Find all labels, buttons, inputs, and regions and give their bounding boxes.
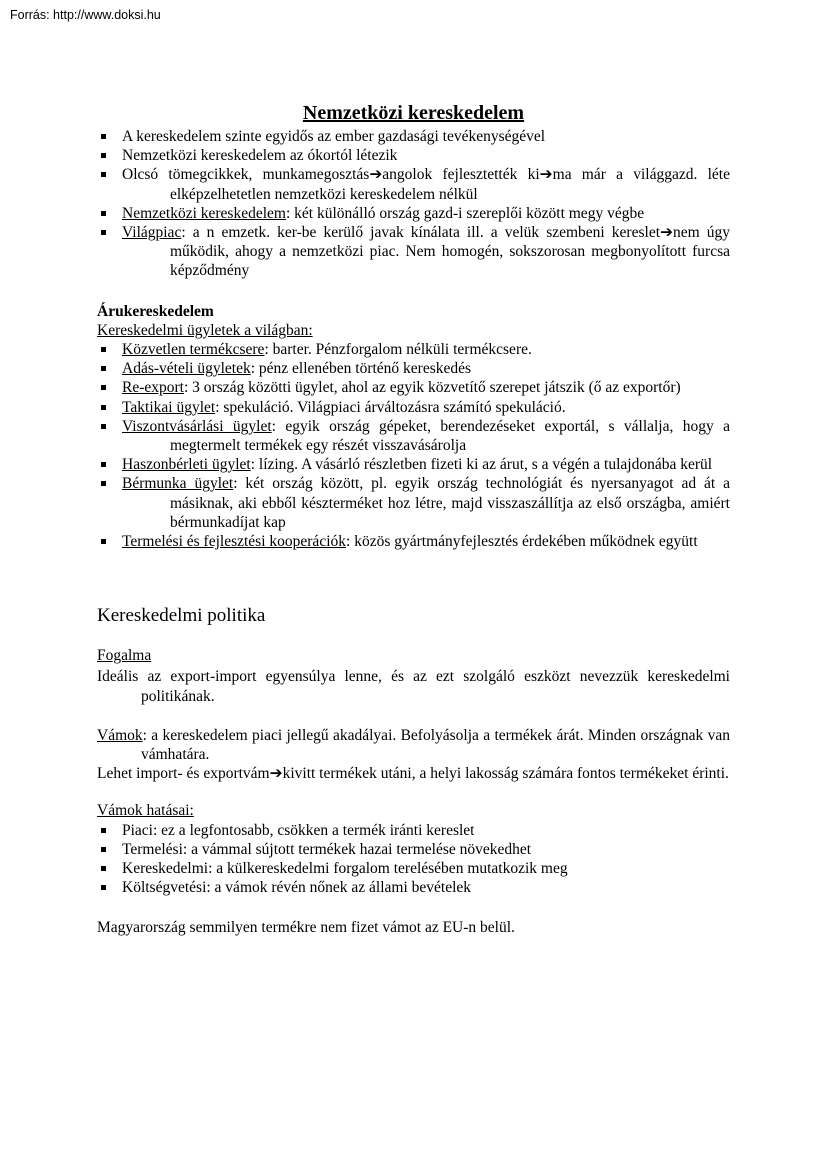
bullet-square bbox=[101, 366, 106, 371]
item-text: : a n emzetk. ker-be kerülő javak kínálata ill. a velük szembeni kereslet➔nem úgy működik, ahogy a nemzetközi piac. Nem homogén, sokszorosan megbonyolított furcsa képződmény bbox=[170, 224, 730, 280]
item-text: : pénz ellenében történő kereskedés bbox=[250, 360, 472, 378]
list-item bbox=[97, 340, 730, 359]
item-text: : 3 ország közötti ügylet, ahol az egyik közvetítő szerepet játszik (ő az exportőr) bbox=[183, 379, 681, 397]
list-item bbox=[97, 378, 730, 397]
bullet-square bbox=[101, 211, 106, 216]
term-text: Viszontvásárlási ügylet bbox=[122, 417, 272, 435]
bullet-icon bbox=[97, 878, 122, 897]
paragraph-lehet: Lehet import- és exportvám➔kivitt termékek utáni, a helyi lakosság számára fontos termékeket érinti. bbox=[97, 765, 729, 783]
source-header: Forrás: http://www.doksi.hu bbox=[10, 8, 161, 22]
term-text: Haszonbérleti ügylet bbox=[122, 456, 251, 474]
term-text: Világpiac bbox=[122, 224, 182, 242]
bullet-icon bbox=[97, 165, 122, 184]
term-text: Re-export bbox=[122, 379, 184, 397]
item-text: : lízing. A vásárló részletben fizeti ki az árut, s a végén a tulajdonába kerül bbox=[250, 456, 713, 474]
item-text: : két ország között, pl. egyik ország technológiát és nyersanyagot ad át a másiknak, aki ebből készterméket hoz létre, majd visszaszállítja az első országba, amiért bérmunkadíjat kap bbox=[170, 475, 731, 531]
list-item bbox=[97, 223, 730, 281]
bullet-square bbox=[101, 405, 106, 410]
hatasai-bullet-list bbox=[97, 821, 730, 898]
item-text: : a kereskedelem piaci jellegű akadályai. Befolyásolja a termékek árát. Minden országnak van vámhatára. bbox=[141, 726, 730, 764]
term-text: Nemzetközi kereskedelem bbox=[122, 204, 286, 222]
item-text: : két különálló ország gazd-i szereplői között megy végbe bbox=[285, 204, 645, 222]
page-title: Nemzetközi kereskedelem bbox=[302, 102, 525, 124]
subheading-vamok-hatasai: Vámok hatásai: bbox=[97, 802, 194, 820]
term-text: Termelési és fejlesztési kooperációk bbox=[122, 533, 347, 551]
item-text: : barter. Pénzforgalom nélküli termékcsere. bbox=[264, 341, 532, 359]
bullet-icon bbox=[97, 127, 122, 146]
bullet-square bbox=[101, 347, 106, 352]
item-text: Kereskedelmi: a külkereskedelmi forgalom terelésében mutatkozik meg bbox=[122, 860, 568, 878]
item-text: : egyik ország gépeket, berendezéseket exportál, s vállalja, hogy a megtermelt termékek egy részét visszavásárolja bbox=[170, 417, 730, 455]
list-item bbox=[97, 127, 730, 146]
item-text: Költségvetési: a vámok révén nőnek az állami bevételek bbox=[122, 879, 472, 897]
item-text: A kereskedelem szinte egyidős az ember gazdasági tevékenységével bbox=[122, 128, 546, 145]
list-item bbox=[97, 204, 730, 223]
item-text: Piaci: ez a legfontosabb, csökken a termék iránti kereslet bbox=[122, 821, 475, 839]
bullet-square bbox=[101, 866, 106, 871]
list-item bbox=[97, 878, 730, 897]
bullet-icon bbox=[97, 340, 122, 359]
bullet-square bbox=[101, 134, 106, 139]
list-item bbox=[97, 474, 730, 532]
bullet-icon bbox=[97, 840, 122, 859]
intro-bullet-list bbox=[97, 127, 730, 281]
item-text: Termelési: a vámmal sújtott termékek hazai termelése növekedhet bbox=[122, 840, 532, 858]
term-text: Bérmunka ügylet bbox=[122, 475, 234, 493]
list-item bbox=[97, 859, 730, 878]
bullet-icon bbox=[97, 859, 122, 878]
item-text: Olcsó tömegcikkek, munkamegosztás➔angolok fejlesztették ki➔ma már a világgazd. léte elképzelhetetlen nemzetközi kereskedelem nélkül bbox=[122, 166, 730, 203]
list-item bbox=[97, 398, 730, 417]
bullet-icon bbox=[97, 359, 122, 378]
term-text: Közvetlen termékcsere bbox=[122, 341, 265, 359]
aru-bullet-list bbox=[97, 340, 730, 551]
bullet-icon bbox=[97, 821, 122, 840]
section-heading-kereskedelmi-politika: Kereskedelmi politika bbox=[97, 605, 266, 627]
list-item bbox=[97, 532, 730, 551]
item-text: Nemzetközi kereskedelem az ókortól létezik bbox=[122, 147, 398, 165]
bullet-icon bbox=[97, 378, 122, 397]
bullet-square bbox=[101, 230, 106, 235]
bullet-icon bbox=[97, 532, 122, 551]
list-item bbox=[97, 821, 730, 840]
bullet-square bbox=[101, 481, 106, 486]
bullet-icon bbox=[97, 417, 122, 436]
bullet-square bbox=[101, 828, 106, 833]
bullet-square bbox=[101, 385, 106, 390]
bullet-square bbox=[101, 462, 106, 467]
item-text: : közös gyártmányfejlesztés érdekében működnek együtt bbox=[346, 533, 698, 551]
bullet-icon bbox=[97, 146, 122, 165]
bullet-icon bbox=[97, 455, 122, 474]
list-item bbox=[97, 146, 730, 165]
paragraph-fogalma: Ideális az export-import egyensúlya lenne, és az ezt szolgáló eszközt nevezzük kereskedelmi politikának. bbox=[97, 668, 730, 705]
bullet-square bbox=[101, 172, 106, 177]
bullet-square bbox=[101, 539, 106, 544]
bullet-square bbox=[101, 153, 106, 158]
closing-statement: Magyarország semmilyen termékre nem fizet vámot az EU-n belül. bbox=[97, 918, 515, 936]
list-item bbox=[97, 840, 730, 859]
term-text: Adás-vételi ügyletek bbox=[122, 360, 251, 378]
bullet-icon bbox=[97, 204, 122, 223]
document-body bbox=[97, 0, 730, 937]
item-text: : spekuláció. Világpiaci árváltozásra számító spekuláció. bbox=[215, 398, 566, 416]
list-item bbox=[97, 359, 730, 378]
term-text: Vámok bbox=[97, 726, 143, 744]
term-text: Taktikai ügylet bbox=[122, 398, 216, 416]
bullet-square bbox=[101, 847, 106, 852]
bullet-square bbox=[101, 424, 106, 429]
bullet-icon bbox=[97, 223, 122, 242]
section-heading-arukereskedelem: Árukereskedelem bbox=[97, 302, 214, 320]
subheading-kereskedelmi-ugyletek: Kereskedelmi ügyletek a világban: bbox=[97, 321, 313, 339]
paragraph-vamok bbox=[97, 726, 730, 764]
bullet-icon bbox=[97, 398, 122, 417]
list-item bbox=[97, 455, 730, 474]
subheading-fogalma: Fogalma bbox=[97, 647, 152, 665]
list-item bbox=[97, 165, 730, 203]
bullet-icon bbox=[97, 474, 122, 493]
bullet-square bbox=[101, 885, 106, 890]
list-item bbox=[97, 417, 730, 455]
